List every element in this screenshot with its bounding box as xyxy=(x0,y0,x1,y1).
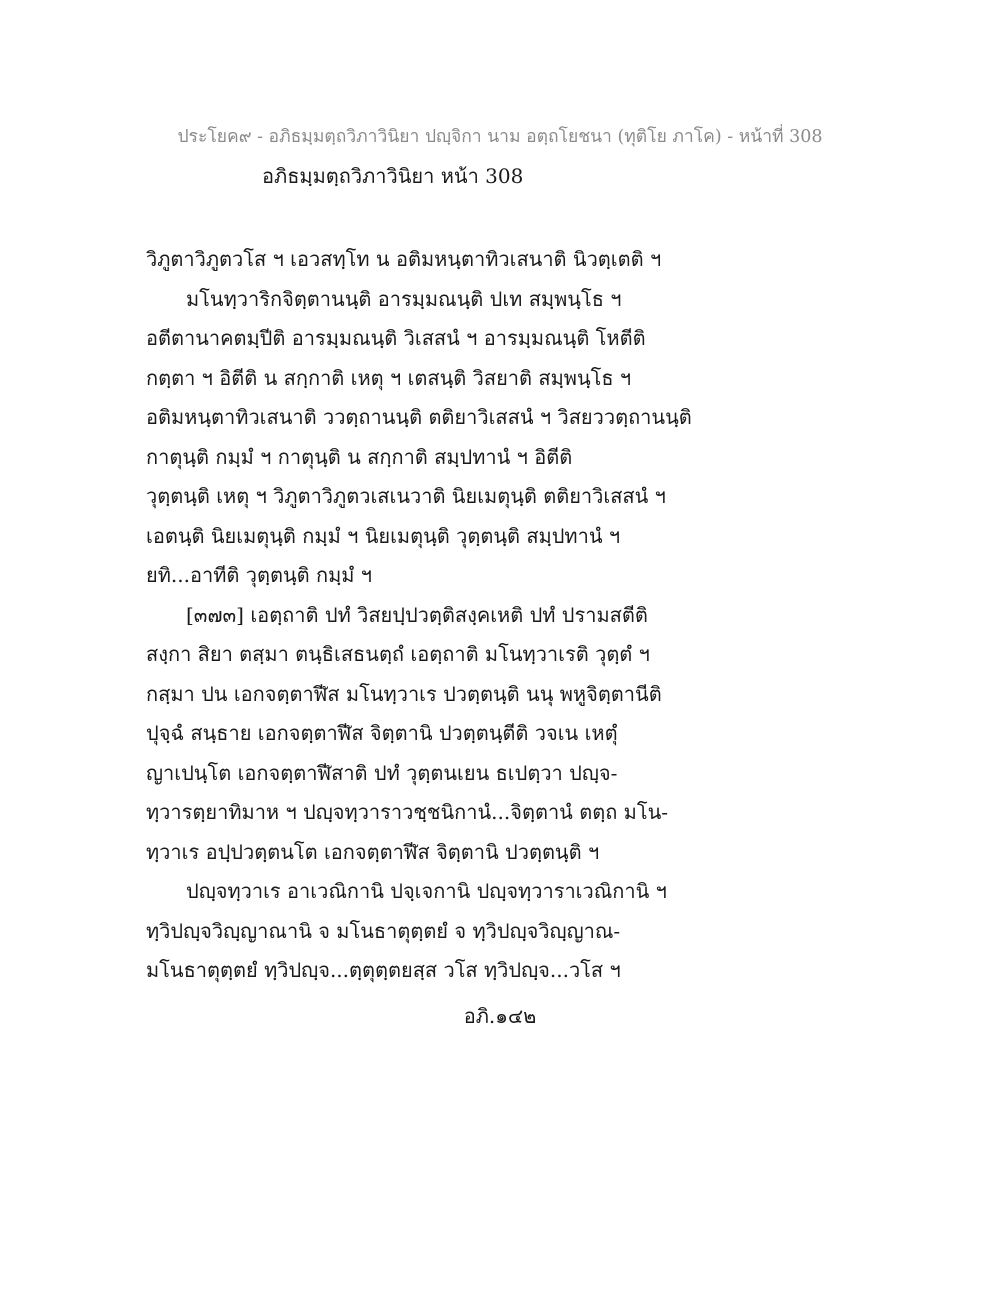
text-line: สงฺกา สิยา ตสฺมา ตนฺธิเสธนตฺถํ เอตฺถาติ มโนทฺวาเรติ วุตฺตํ ฯ xyxy=(146,642,650,666)
text-line: [๓๗๓] เอตฺถาติ ปทํ วิสยปฺปวตฺติสงฺคเหติ ปทํ ปรามสตีติ xyxy=(186,602,648,627)
text-line: วุตฺตนฺติ เหตุ ฯ วิภูตาวิภูตวเสเนวาติ นิยเมตุนฺติ ตติยาวิเสสนํ ฯ xyxy=(146,484,666,508)
text-line: ปญฺจทฺวาเร อาเวณิกานิ ปจฺเจกานิ ปญฺจทฺวาราเวณิกานิ ฯ xyxy=(186,879,667,903)
text-line: ญาเปนฺโต เอกจตฺตาฬีสาติ ปทํ วุตฺตนเยน ธเปตฺวา ปญฺจ- xyxy=(146,760,618,785)
text-line: มโนทฺวาริกจิตฺตานนฺติ อารมฺมณนฺติ ปเท สมฺพนฺโธ ฯ xyxy=(186,286,622,311)
text-line: กาตุนฺติ กมฺมํ ฯ กาตุนฺติ น สกฺกาติ สมฺปทานํ ฯ อิตีติ xyxy=(146,444,573,469)
body-text xyxy=(146,240,886,991)
text-line: ยทิ...อาทีติ วุตฺตนฺติ กมฺมํ ฯ xyxy=(146,563,373,587)
text-line: เอตนฺติ นิยเมตุนฺติ กมฺมํ ฯ นิยเมตุนฺติ วุตฺตนฺติ สมฺปทานํ ฯ xyxy=(146,523,621,548)
page-reference: อภิ.๑๔๒ xyxy=(463,1004,537,1028)
text-line: ปุจฺฉํ สนฺธาย เอกจตฺตาฬีส จิตฺตานิ ปวตฺตนฺตีติ วจเน เหตุํ xyxy=(146,721,618,745)
text-line: อติมหนฺตาทิวเสนาติ ววตฺถานนฺติ ตติยาวิเสสนํ ฯ วิสยววตฺถานนฺติ xyxy=(146,405,692,429)
running-header: ประโยค๙ - อภิธมฺมตฺถวิภาวินิยา ปญฺจิกา นาม อตฺถโยชนา (ทุติโย ภาโค) - หน้าที่ 308 xyxy=(177,127,823,147)
page-subtitle: อภิธมฺมตฺถวิภาวินิยา หน้า 308 xyxy=(262,164,524,188)
text-line: ทฺวารตฺยาทิมาห ฯ ปญฺจทฺวาราวชฺชนิกานํ...จิตฺตานํ ตตฺถ มโน- xyxy=(146,800,669,824)
text-line: ทฺวาเร อปฺปวตฺตนโต เอกจตฺตาฬีส จิตฺตานิ ปวตฺตนฺติ ฯ xyxy=(146,839,600,864)
text-line: กตฺตา ฯ อิตีติ น สกฺกาติ เหตุ ฯ เตสนฺติ วิสยาติ สมฺพนฺโธ ฯ xyxy=(146,365,632,390)
text-line: ทฺวิปญฺจวิญฺญาณานิ จ มโนธาตุตฺตยํ จ ทฺวิปญฺจวิญฺญาณ- xyxy=(146,918,621,943)
text-line: กสฺมา ปน เอกจตฺตาฬีส มโนทฺวาเร ปวตฺตนฺติ นนุ พหูจิตฺตานีติ xyxy=(146,681,662,706)
text-line: อตีตานาคตมฺปีติ อารมฺมณนฺติ วิเสสนํ ฯ อารมฺมณนฺติ โหตีติ xyxy=(146,326,646,350)
text-line: มโนธาตุตฺตยํ ทฺวิปญฺจ...ตฺตุตฺตยสฺส วโส ทฺวิปญฺจ...วโส ฯ xyxy=(146,958,621,982)
text-line: วิภูตาวิภูตวโส ฯ เอวสทฺโท น อติมหนฺตาทิวเสนาติ นิวตฺเตติ ฯ xyxy=(146,247,662,271)
